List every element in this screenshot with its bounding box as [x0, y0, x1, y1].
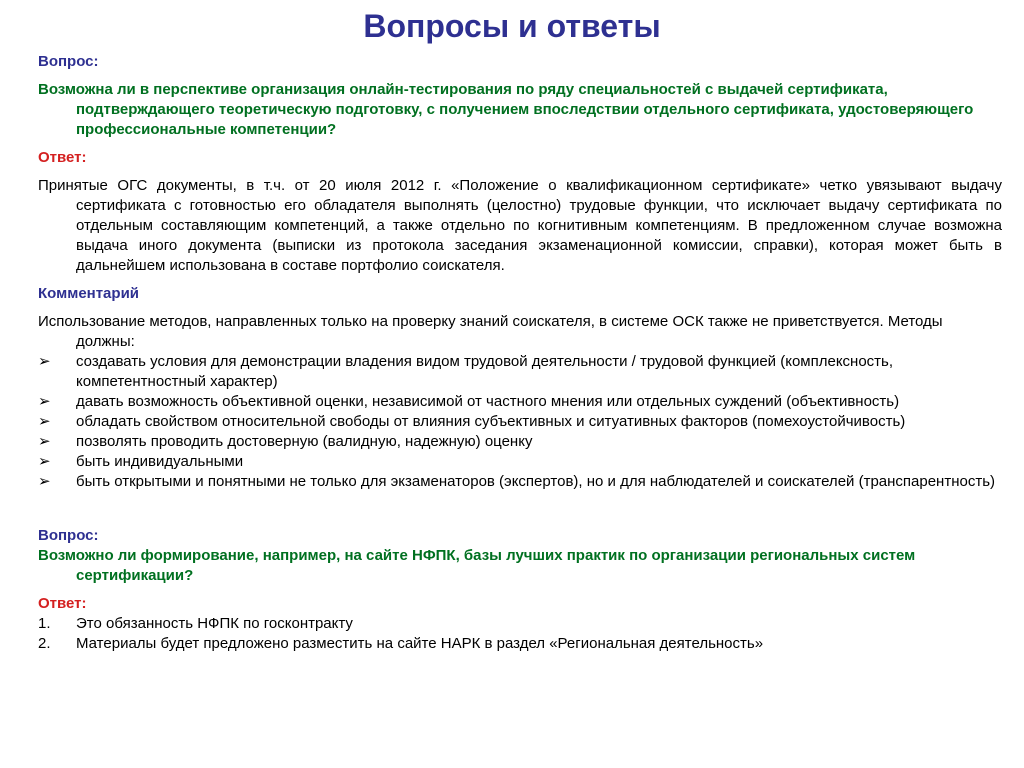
bullet-text: создавать условия для демонстрации владения видом трудовой деятельности / трудовой функцией (комплексность, компетентностный характер) [76, 353, 894, 390]
list-number: 1. [38, 615, 51, 632]
list-item [38, 634, 1002, 654]
list-item [38, 472, 1002, 492]
bullet-text: быть индивидуальными [76, 453, 244, 470]
list-item [38, 614, 1002, 634]
question-1-label: Вопрос: [38, 53, 99, 70]
arrow-bullet-icon: ➢ [38, 433, 51, 450]
slide-content [38, 52, 1002, 654]
list-item [38, 412, 1002, 432]
list-item [38, 392, 1002, 412]
question-2-text: Возможно ли формирование, например, на сайте НФПК, базы лучших практик по организации региональных систем сертификации? [38, 547, 916, 584]
bullet-text: быть открытыми и понятными не только для экзаменаторов (экспертов), но и для наблюдателей и соискателей (транспарентность) [76, 473, 996, 490]
list-item-text: Это обязанность НФПК по госконтракту [76, 615, 353, 632]
comment-label: Комментарий [38, 285, 140, 302]
answer-2-list [38, 614, 1002, 654]
list-item [38, 352, 1002, 392]
list-item [38, 452, 1002, 472]
arrow-bullet-icon: ➢ [38, 453, 51, 470]
question-2-label: Вопрос: [38, 527, 99, 544]
comment-bullet-list [38, 352, 1002, 492]
arrow-bullet-icon: ➢ [38, 353, 51, 370]
bullet-text: позволять проводить достоверную (валидную, надежную) оценку [76, 433, 533, 450]
list-item [38, 432, 1002, 452]
answer-2-label: Ответ: [38, 595, 87, 612]
list-number: 2. [38, 635, 51, 652]
answer-1-label: Ответ: [38, 149, 87, 166]
comment-intro: Использование методов, направленных только на проверку знаний соискателя, в системе ОСК также не приветствуется. Методы должны: [38, 313, 943, 350]
bullet-text: обладать свойством относительной свободы от влияния субъективных и ситуативных факторов (помехоустойчивость) [76, 413, 906, 430]
arrow-bullet-icon: ➢ [38, 473, 51, 490]
arrow-bullet-icon: ➢ [38, 393, 51, 410]
list-item-text: Материалы будет предложено разместить на сайте НАРК в раздел «Региональная деятельность» [76, 635, 764, 652]
question-1-text: Возможна ли в перспективе организация онлайн-тестирования по ряду специальностей с выдачей сертификата, подтверждающего теоретическую подготовку, с получением впоследствии отдельного сертификата, удостоверяющего профессиональные компетенции? [38, 81, 974, 138]
slide-title: Вопросы и ответы [363, 8, 661, 44]
bullet-text: давать возможность объективной оценки, независимой от частного мнения или отдельных суждений (объективность) [76, 393, 900, 410]
arrow-bullet-icon: ➢ [38, 413, 51, 430]
answer-1-text: Принятые ОГС документы, в т.ч. от 20 июля 2012 г. «Положение о квалификационном сертификате» четко увязывают выдачу сертификата с готовностью его обладателя выполнять (целостно) трудовые функции, что исключает выдачу сертификата по отдельным составляющим компетенций, а также отдельно по когнитивным компетенциям. В предложенном случае возможна выдача иного документа (выписки из протокола заседания экзаменационной комиссии, справки), которая может быть в дальнейшем использована в составе портфолио соискателя. [38, 177, 1002, 274]
